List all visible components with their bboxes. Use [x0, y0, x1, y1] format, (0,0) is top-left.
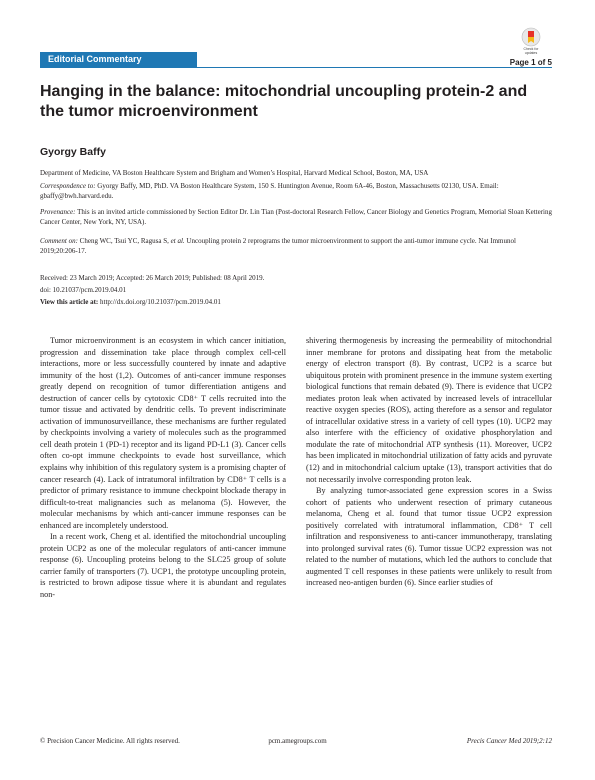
article-doi: doi: 10.21037/pcm.2019.04.01: [40, 286, 127, 294]
correspondence-label: Correspondence to:: [40, 182, 96, 190]
correspondence-text: Gyorgy Baffy, MD, PhD. VA Boston Healthcare System, 150 S. Huntington Avenue, Room 6A-46, Boston, Massachusetts 02130, USA. Email: gbaffy@bwh.harvard.edu.: [40, 182, 499, 200]
footer-copyright: © Precision Cancer Medicine. All rights reserved.: [40, 737, 180, 745]
body-left-column: [40, 335, 286, 601]
article-dates: Received: 23 March 2019; Accepted: 26 March 2019; Published: 08 April 2019.: [40, 274, 265, 282]
view-label: View this article at:: [40, 298, 99, 306]
section-label: Editorial Commentary: [40, 52, 197, 67]
body-paragraph: shivering thermogenesis by increasing the permeability of mitochondrial inner membrane for protons and dissipating heat from the metabolic energy of electron transport (8). By contrast, UCP2 is a scarce but ubiquitous protein with prominent presence in the immune system exerting biological functions that remain debated (9). There is evidence that UCP2 mediates proton leak when activated by increased levels of intracellular reactive oxygen species (ROS), acting therefore as a sensor and regulator of intracellular oxidative stress in a variety of cell types (10). UCP2 may also interfere with the efficiency of oxidative phosphorylation and modulate the rate of mitochondrial ATP synthesis (11). Moreover, UCP2 has been implicated in mitochondrial utilization of fatty acids and pyruvate (12) and in mitochondrial calcium uptake (13), transport activities that do not necessarily involve corresponding proton leak.: [306, 336, 553, 484]
provenance: [40, 207, 552, 227]
body-paragraph: By analyzing tumor-associated gene expression scores in a Swiss cohort of patients who underwent resection of primary cutaneous melanoma, Cheng et al. found that tumor tissue UCP2 expression positively correlated with intratumoral inflammation, CD8⁺ T cell infiltration and responsiveness to anti-cancer immunotherapy, translating into prolonged survival rates (6). Tumor tissue UCP2 expression was not related to the number of mutations, which led the authors to conclude that augmented T cell responses in these patients were unlikely to result from increased neo-antigen burden (6). Since earlier studies of: [306, 486, 552, 588]
badge-label: Check for updates: [523, 47, 539, 55]
affiliation: Department of Medicine, VA Boston Healthcare System and Brigham and Women’s Hospital, Harvard Medical School, Boston, MA, USA: [40, 169, 429, 177]
article-title: Hanging in the balance: mitochondrial uncoupling protein-2 and the tumor microenvironment: [40, 83, 528, 120]
body-paragraph: In a recent work, Cheng et al. identified the mitochondrial uncoupling protein UCP2 as one of the molecular regulators of anti-cancer immune response (6). Uncoupling proteins belong to the SLC25 group of solute carrier family of transporters (7). UCP1, the prototype uncoupling protein, is restricted to brown adipose tissue where it is abundant and regulates non-: [40, 532, 286, 600]
comment-on: [40, 236, 552, 256]
footer-site[interactable]: pcm.amegroups.com: [268, 737, 327, 745]
body-paragraph: Tumor microenvironment is an ecosystem in which cancer initiation, progression and dissemination take place through complex cell-cell interactions, more or less successfully countered by innate and adaptive immunity of the host (1,2). Outcomes of anti-cancer immune responses greatly depend on recognition of tumor differentiation antigens and destruction of cancer cells by cytotoxic CD8⁺ T cells recruited into the tumor tissue and activated by dendritic cells. To prevent indiscriminate activation of immunosurveillance, these mechanisms are further regulated by checkpoints involving a variety of molecules such as the programmed cell death protein 1 (PD-1) receptor and its ligand PD-L1 (3). Cancer cells often co-opt immune checkpoints to evade host surveillance, which explains why inhibition of this regulatory system is a promising chapter of cancer research (4). Lack of intratumoral infiltration by CD8⁺ T cells is a predictor of primary resistance to immune checkpoint blockade therapy in difficult-to-treat malignancies such as melanoma (5). However, the molecular mechanisms by which anti-cancer immune responses can be enhanced are incompletely understood.: [40, 336, 286, 530]
comment-label: Comment on:: [40, 237, 78, 245]
provenance-label: Provenance:: [40, 208, 76, 216]
correspondence: [40, 181, 552, 201]
comment-text: Uncoupling protein 2 reprograms the tumor microenvironment to support the anti-tumor immune cycle. Nat Immunol 2019;20:206-17.: [40, 237, 516, 255]
article-link[interactable]: http://dx.doi.org/10.21037/pcm.2019.04.01: [100, 298, 221, 306]
provenance-text: This is an invited article commissioned by Section Editor Dr. Lin Tian (Post-doctoral Research Fellow, Cancer Biology and Genetics Program, Memorial Sloan Kettering Cancer Center, New York, NY, USA).: [40, 208, 553, 226]
view-article: [40, 297, 552, 307]
header-divider: [40, 67, 552, 68]
comment-authors: Cheng WC, Tsui YC, Ragusa S,: [79, 237, 169, 245]
check-updates-icon: [521, 27, 541, 47]
footer-citation: Precis Cancer Med 2019;2:12: [466, 737, 552, 745]
check-for-updates-badge[interactable]: [519, 27, 543, 57]
body-right-column: [306, 335, 552, 589]
page-number: Page 1 of 5: [509, 58, 552, 67]
author-name: Gyorgy Baffy: [40, 146, 106, 158]
comment-etal: et al.: [170, 237, 185, 245]
